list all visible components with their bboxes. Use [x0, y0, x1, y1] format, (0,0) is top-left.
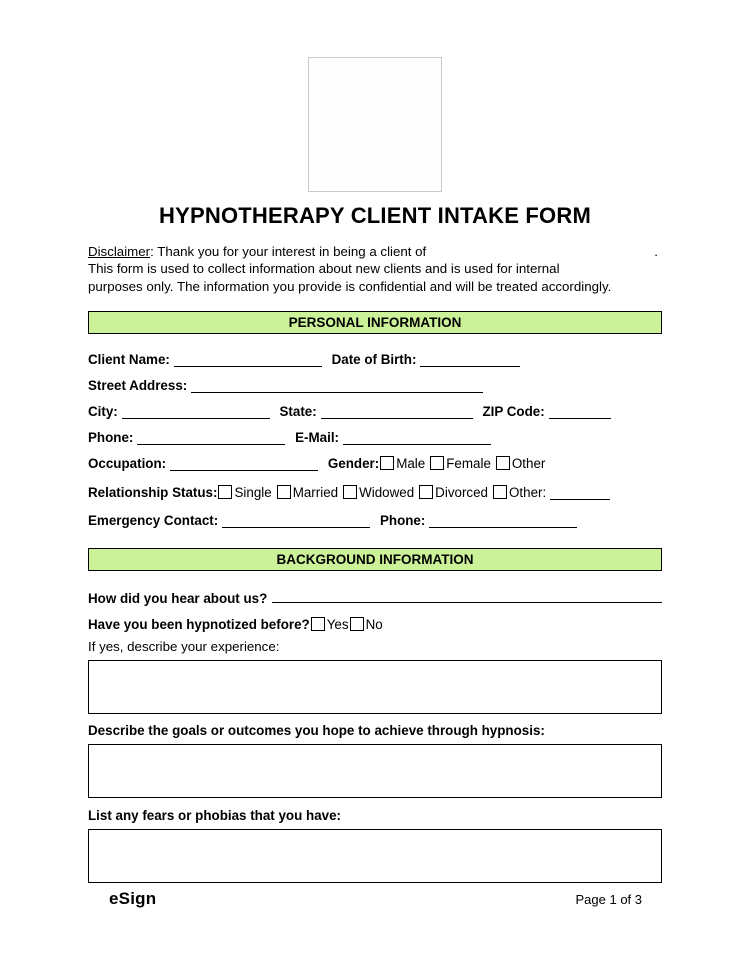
relationship-option-single-label: Single — [234, 485, 272, 501]
client-name-label: Client Name: — [88, 352, 170, 368]
relationship-option-divorced-label: Divorced — [435, 485, 489, 501]
section-header-background: BACKGROUND INFORMATION — [88, 548, 662, 571]
goals-label: Describe the goals or outcomes you hope to achieve through hypnosis: — [88, 723, 545, 739]
street-address-row — [88, 378, 662, 397]
hypnotized-option-no-label: No — [365, 617, 383, 633]
hypnotized-option-yes-label: Yes — [326, 617, 349, 633]
form-page — [0, 57, 750, 957]
gender-label: Gender: — [327, 456, 380, 472]
email-field[interactable] — [343, 431, 491, 445]
experience-textarea[interactable] — [88, 660, 662, 714]
date-of-birth-field[interactable] — [420, 353, 520, 367]
emergency-phone-field[interactable] — [429, 514, 577, 528]
date-of-birth-label: Date of Birth: — [331, 352, 417, 368]
checkbox-gender-female[interactable] — [430, 456, 444, 470]
checkbox-relationship-single[interactable] — [218, 485, 232, 499]
checkbox-gender-male[interactable] — [380, 456, 394, 470]
emergency-contact-label: Emergency Contact: — [88, 513, 219, 529]
occupation-label: Occupation: — [88, 456, 167, 472]
occupation-gender-row — [88, 456, 662, 475]
zip-code-label: ZIP Code: — [482, 404, 545, 420]
street-address-label: Street Address: — [88, 378, 188, 394]
relationship-option-other-label: Other: — [509, 485, 547, 501]
page-indicator: Page 1 of 3 — [575, 892, 642, 908]
emergency-contact-row — [88, 513, 662, 532]
emergency-phone-label: Phone: — [379, 513, 426, 529]
disclaimer-line3: purposes only. The information you provide is confidential and will be treated accordingly. — [88, 278, 612, 294]
client-name-field[interactable] — [174, 353, 322, 367]
street-address-field[interactable] — [191, 379, 483, 393]
occupation-field[interactable] — [170, 457, 318, 471]
disclaimer-text — [88, 243, 662, 295]
city-state-zip-row — [88, 404, 662, 423]
disclaimer-line1-period: . — [654, 244, 658, 259]
zip-code-field[interactable] — [549, 405, 611, 419]
section-header-personal: PERSONAL INFORMATION — [88, 311, 662, 334]
checkbox-gender-other[interactable] — [496, 456, 510, 470]
city-field[interactable] — [122, 405, 270, 419]
checkbox-relationship-other[interactable] — [493, 485, 507, 499]
disclaimer-term: Disclaimer — [88, 244, 151, 259]
relationship-status-label: Relationship Status: — [88, 485, 218, 501]
relationship-other-field[interactable] — [550, 486, 610, 500]
hear-about-us-row — [88, 589, 662, 608]
state-label: State: — [279, 404, 317, 420]
client-name-row — [88, 352, 662, 371]
gender-option-female-label: Female — [446, 456, 491, 472]
state-field[interactable] — [321, 405, 473, 419]
hypnotized-before-row — [88, 617, 662, 636]
gender-option-male-label: Male — [396, 456, 426, 472]
checkbox-hypnotized-no[interactable] — [350, 617, 364, 631]
fears-label: List any fears or phobias that you have: — [88, 808, 341, 824]
page-footer — [88, 889, 662, 909]
hear-about-us-label: How did you hear about us? — [88, 591, 268, 607]
relationship-option-married-label: Married — [292, 485, 339, 501]
page-title: HYPNOTHERAPY CLIENT INTAKE FORM — [159, 203, 591, 228]
checkbox-relationship-married[interactable] — [277, 485, 291, 499]
hear-about-us-field[interactable] — [272, 589, 662, 603]
hypnotized-before-label: Have you been hypnotized before? — [88, 617, 310, 633]
phone-label: Phone: — [88, 430, 134, 446]
fears-textarea[interactable] — [88, 829, 662, 883]
disclaimer-line2: This form is used to collect information about new clients and is used for internal — [88, 261, 560, 277]
esign-logo: eSign — [109, 889, 157, 909]
emergency-contact-field[interactable] — [222, 514, 370, 528]
goals-textarea[interactable] — [88, 744, 662, 798]
checkbox-relationship-widowed[interactable] — [343, 485, 357, 499]
gender-option-other-label: Other — [511, 456, 546, 472]
checkbox-hypnotized-yes[interactable] — [311, 617, 325, 631]
checkbox-relationship-divorced[interactable] — [419, 485, 433, 499]
relationship-status-row — [88, 485, 662, 504]
disclaimer-line1: : Thank you for your interest in being a client of — [150, 244, 427, 259]
email-label: E-Mail: — [295, 430, 340, 446]
logo-image-placeholder — [308, 57, 442, 192]
experience-label: If yes, describe your experience: — [88, 639, 280, 655]
phone-field[interactable] — [137, 431, 285, 445]
phone-email-row — [88, 430, 662, 449]
city-label: City: — [88, 404, 118, 420]
relationship-option-widowed-label: Widowed — [359, 485, 415, 501]
